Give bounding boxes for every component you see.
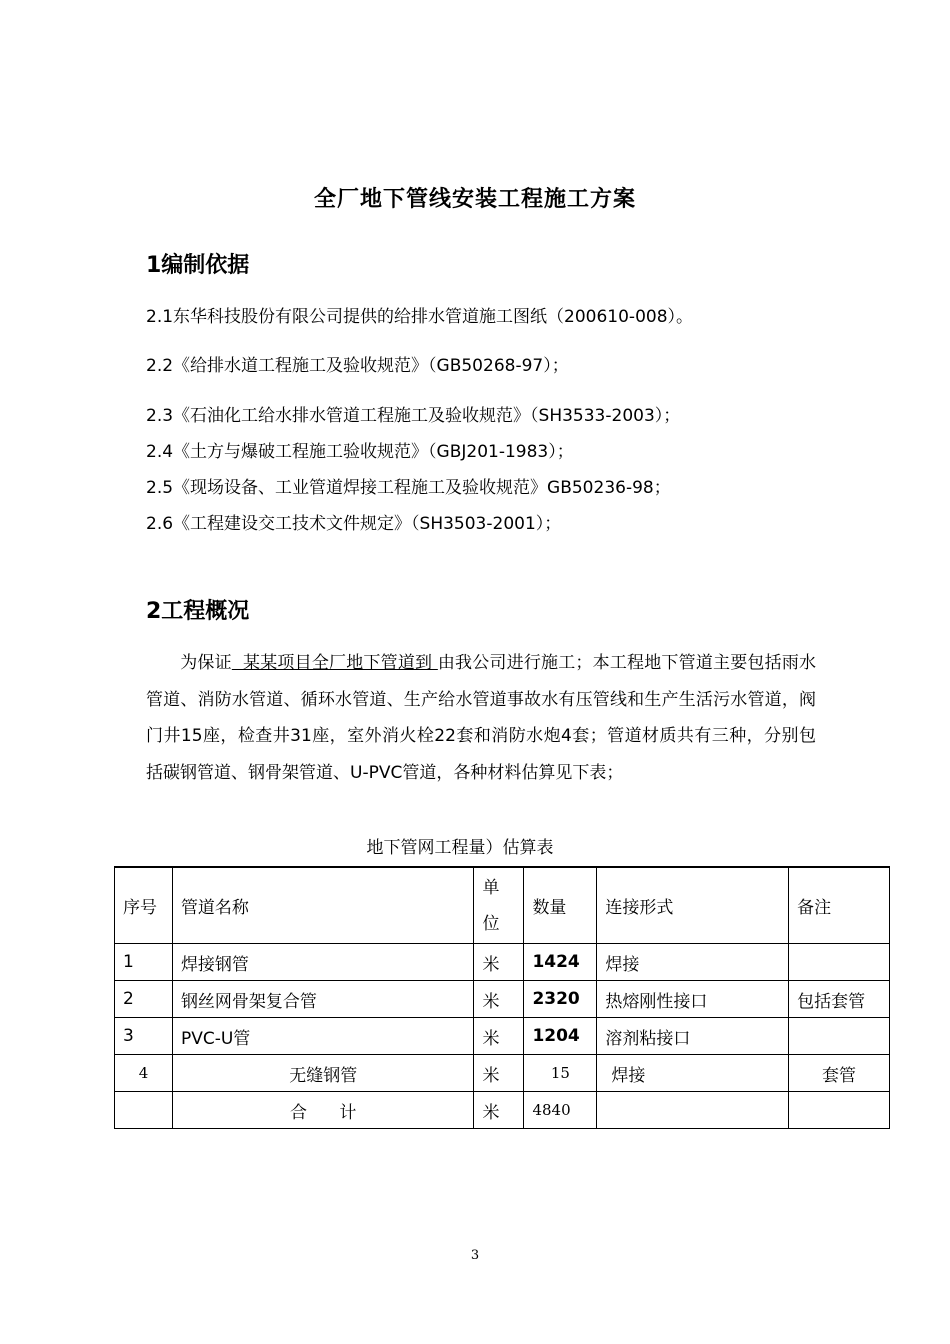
cell-unit: 米 <box>474 1055 524 1092</box>
table-row <box>115 1055 890 1092</box>
section-heading-overview: 2工程概况 <box>146 599 250 624</box>
cell-name: PVC-U管 <box>172 1018 474 1055</box>
section-heading-basis: 1编制依据 <box>146 253 250 278</box>
table-header-row <box>115 868 890 944</box>
table-row <box>115 944 890 981</box>
cell-unit: 米 <box>474 944 524 981</box>
cell-note: 包括套管 <box>789 981 890 1018</box>
cell-joint: 热熔刚性接口 <box>597 981 789 1018</box>
quantity-table <box>114 867 890 1129</box>
cell-no: 4 <box>115 1055 173 1092</box>
header-note: 备注 <box>789 868 890 944</box>
cell-note: 套管 <box>789 1055 890 1092</box>
overview-paragraph <box>146 645 816 791</box>
cell-qty: 15 <box>524 1055 597 1092</box>
cell-note <box>789 944 890 981</box>
page-number: 3 <box>470 1248 480 1263</box>
project-name-underlined: 某某项目全厂地下管道到 <box>231 653 438 673</box>
reference-item: 2.6《工程建设交工技术文件规定》（SH3503-2001）； <box>146 514 562 534</box>
cell-note <box>789 1018 890 1055</box>
reference-item: 2.2《给排水道工程施工及验收规范》（GB50268-97）； <box>146 356 569 376</box>
paragraph-body: 由我公司进行施工；本工程地下管道主要包括雨水管道、消防水管道、循环水管道、生产给水管道事故水有压管线和生产生活污水管道，阀门井15座，检查井31座，室外消火栓22套和消防水炮4套；管道材质共有三种，分别包括碳钢管道、钢骨架管道、U-PVC管道，各种材料估算见下表； <box>146 653 817 783</box>
header-joint: 连接形式 <box>597 868 789 944</box>
cell-joint: 焊接 <box>597 944 789 981</box>
cell-no: 3 <box>115 1018 173 1055</box>
total-qty: 4840 <box>524 1092 597 1129</box>
total-no-cell <box>115 1092 173 1129</box>
cell-unit: 米 <box>474 981 524 1018</box>
cell-qty: 1204 <box>524 1018 597 1055</box>
header-qty: 数量 <box>524 868 597 944</box>
paragraph-prefix: 为保证 <box>180 653 232 673</box>
cell-unit: 米 <box>474 1018 524 1055</box>
cell-name: 钢丝网骨架复合管 <box>172 981 474 1018</box>
cell-name: 焊接钢管 <box>172 944 474 981</box>
table-row <box>115 1018 890 1055</box>
cell-no: 1 <box>115 944 173 981</box>
table-caption: 地下管网工程量）估算表 <box>366 838 554 858</box>
table-total-row <box>115 1092 890 1129</box>
cell-no: 2 <box>115 981 173 1018</box>
table-row <box>115 981 890 1018</box>
cell-joint: 焊接 <box>597 1055 789 1092</box>
cell-qty: 1424 <box>524 944 597 981</box>
total-unit: 米 <box>474 1092 524 1129</box>
header-no: 序号 <box>115 868 173 944</box>
total-label: 合 计 <box>172 1092 474 1129</box>
cell-joint: 溶剂粘接口 <box>597 1018 789 1055</box>
cell-qty: 2320 <box>524 981 597 1018</box>
total-note-cell <box>789 1092 890 1129</box>
reference-item: 2.4《土方与爆破工程施工验收规范》（GBJ201-1983）； <box>146 442 574 462</box>
reference-item: 2.1东华科技股份有限公司提供的给排水管道施工图纸（200610-008）。 <box>146 307 694 327</box>
cell-name: 无缝钢管 <box>172 1055 474 1092</box>
document-title: 全厂地下管线安装工程施工方案 <box>313 187 636 212</box>
total-joint-cell <box>597 1092 789 1129</box>
reference-item: 2.3《石油化工给水排水管道工程施工及验收规范》（SH3533-2003）； <box>146 406 681 426</box>
reference-item: 2.5《现场设备、工业管道焊接工程施工及验收规范》GB50236-98； <box>146 478 671 498</box>
header-name: 管道名称 <box>172 868 474 944</box>
header-unit: 单位 <box>474 868 524 944</box>
